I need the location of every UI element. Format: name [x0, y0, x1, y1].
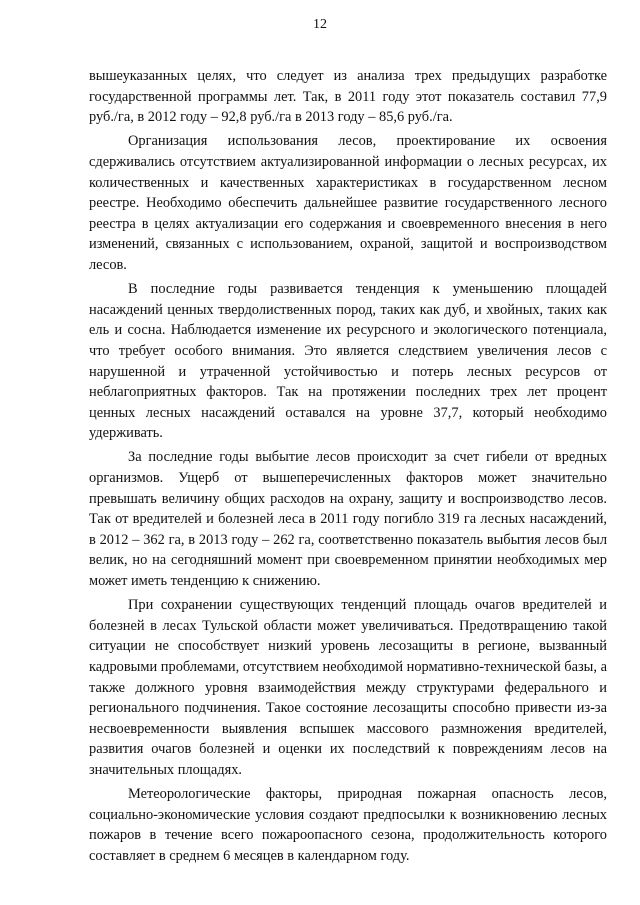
paragraph-forest-use-organization: Организация использования лесов, проектирование их освоения сдерживались отсутствием актуализированной информации о лесных ресурсах, их количественных и качественных характеристиках в государственном лесном реестре. Необходимо обеспечить дальнейшее развитие государственного лесного реестра в целях актуализации его содержания и своевременного внесения в него изменений, связанных с использованием, охраной, защитой и воспроизводством лесов. [89, 133, 607, 273]
paragraph-valuable-stands-decline: В последние годы развивается тенденция к уменьшению площадей насаждений ценных твердолиственных пород, таких как дуб, и хвойных, таких как ель и сосна. Наблюдается изменение их ресурсного и экологического потенциала, что требует особого внимания. Это является следствием увеличения лесов с нарушенной и утраченной устойчивостью и потерь лесных ресурсов от неблагоприятных факторов. Так на протяжении последних трех лет процент ценных лесных насаждений оставался на уровне 37,7, который необходимо удерживать. [89, 281, 607, 442]
page-number: 12 [313, 17, 327, 32]
body-text [89, 66, 607, 867]
paragraph-pest-outbreak-risk: При сохранении существующих тенденций площадь очагов вредителей и болезней в лесах Тульской области может увеличиваться. Предотвращению такой ситуации не способствует низкий уровень лесозащиты в регионе, вызванный кадровыми проблемами, отсутствием необходимой нормативно-технической базы, а также должного уровня взаимодействия между структурами федерального и регионального подчинения. Такое состояние лесозащиты способно привести из-за несвоевременности выявления вспышек массового размножения вредителей, развития очагов болезней и оценки их последствий к повреждениям лесов на значительных площадях. [89, 597, 607, 778]
paragraph-forest-loss-pests: За последние годы выбытие лесов происходит за счет гибели от вредных организмов. Ущерб от вышеперечисленных факторов может значительно превышать величину общих расходов на охрану, защиту и воспроизводство лесов. Так от вредителей и болезней леса в 2011 году погибло 319 га лесных насаждений, в 2012 – 362 га, в 2013 году – 262 га, соответственно показатель выбытия лесов был велик, но на сегодняшний момент при своевременном принятии необходимых мер может иметь тенденцию к снижению. [89, 449, 607, 590]
paragraph-fire-risk-factors: Метеорологические факторы, природная пожарная опасность лесов, социально-экономические условия создают предпосылки к возникновению лесных пожаров в течение всего пожароопасного сезона, продолжительность которого составляет в среднем 6 месяцев в календарном году. [89, 786, 607, 864]
paragraph-continuation: вышеуказанных целях, что следует из анализа трех предыдущих разработке государственной программы лет. Так, в 2011 году этот показатель составил 77,9 руб./га, в 2012 году – 92,8 руб./га в 2013 году – 85,6 руб./га. [89, 68, 607, 126]
